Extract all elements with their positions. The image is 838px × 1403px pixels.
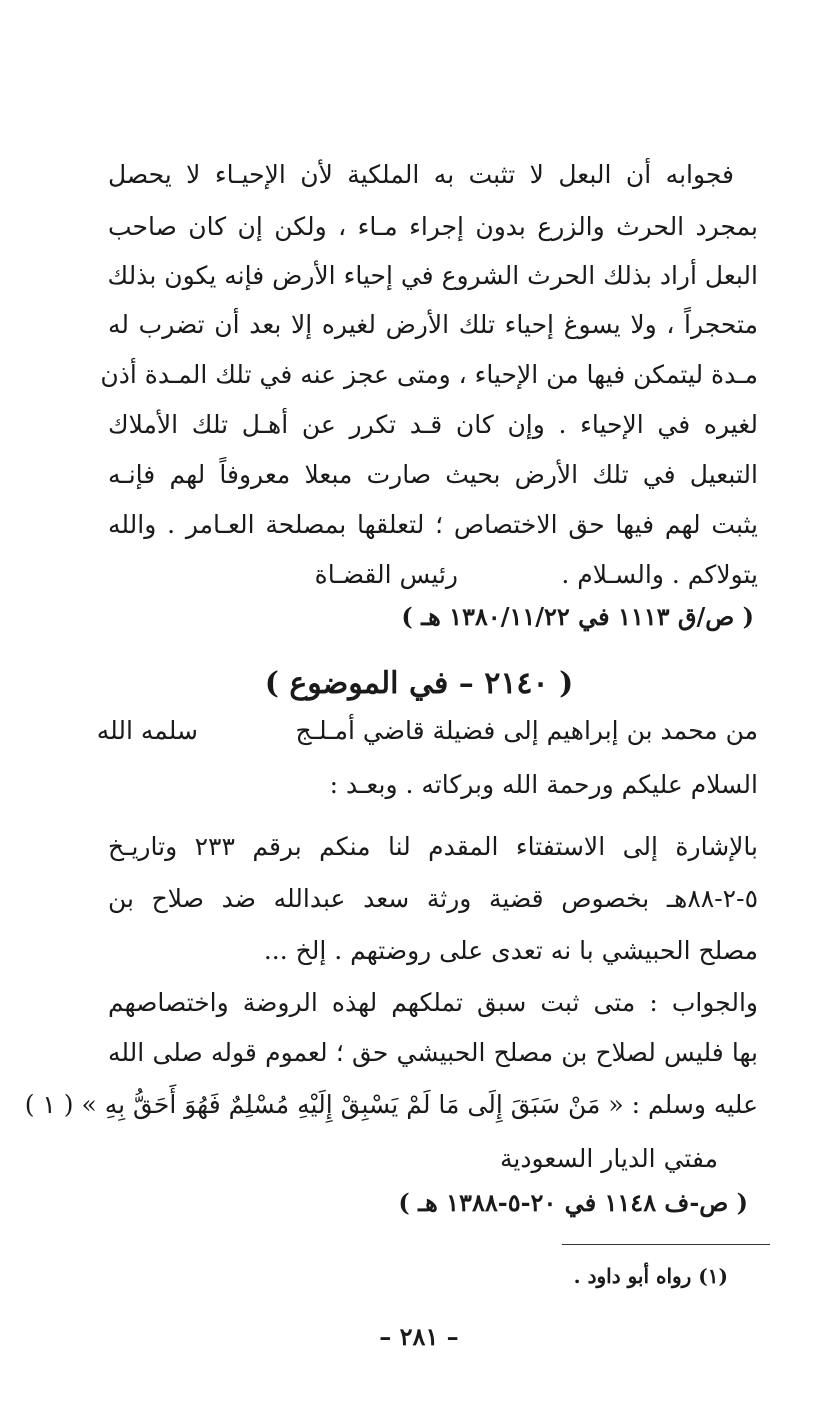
footnote-divider [562,1244,770,1245]
query-line: بالإشارة إلى الاستفتاء المقدم لنا منكم برقم ٢٣٣ وتاريـخ [108,832,758,861]
blessing-text: سلمه الله [96,716,198,745]
page-number: – ٢٨١ – [379,1322,459,1351]
section-heading: ( ٢١٤٠ – في الموضوع ) [264,666,574,701]
paragraph-line: لغيره في الإحياء . وإن كان قـد تكرر عن أهـل تلك الأملاك [108,410,758,439]
paragraph-line: التبعيل في تلك الأرض بحيث صارت مبعلا معروفاً لهم فإنـه [108,460,758,489]
paragraph-line: فجوابه أن البعل لا تثبت به الملكية لأن الإحيـاء لا يحصل [108,160,734,189]
paragraph-line: بمجرد الحرث والزرع بدون إجراء مـاء ، ولكن إن كان صاحب [108,212,758,241]
closing-text: يتولاكم . والسـلام . [561,560,758,589]
paragraph-line: يثبت لهم فيها حق الاختصاص ؛ لتعلقها بمصلحة العـامر . والله [108,510,758,539]
sender-line: من محمد بن إبراهيم إلى فضيلة قاضي أمـلـج [295,716,758,745]
signature-mufti: مفتي الديار السعودية [500,1144,718,1173]
query-line: ٥-٢-٨٨هـ بخصوص قضية ورثة سعد عبدالله ضد صلاح بن [108,884,758,913]
reference-number: ( ص-ف ١١٤٨ في ٢٠-٥-١٣٨٨ هـ ) [398,1188,748,1217]
reference-number: ( ص/ق ١١١٣ في ١٣٨٠/١١/٢٢ هـ ) [401,602,754,631]
answer-line: عليه وسلم : « مَنْ سَبَقَ إِلَى مَا لَمْ يَسْبِقْ إِلَيْهِ مُسْلِمٌ فَهُوَ أَحَقُّ بِهِ » ( ١ ) [24,1090,758,1119]
query-line: مصلح الحبيشي با نه تعدى على روضتهم . إلخ ... [263,936,758,965]
footnote: (١) رواه أبو داود . [573,1264,728,1288]
answer-line: بها فليس لصلاح بن مصلح الحبيشي حق ؛ لعموم قوله صلى الله [108,1038,758,1067]
greeting-line: السلام عليكم ورحمة الله وبركاته . وبعـد : [329,770,758,799]
paragraph-line: البعل أراد بذلك الحرث الشروع في إحياء الأرض فإنه يكون بذلك [107,261,758,290]
answer-line: والجواب : متى ثبت سبق تملكهم لهذه الروضة واختصاصهم [108,988,758,1017]
paragraph-line: مـدة ليتمكن فيها من الإحياء ، ومتى عجز عنه في تلك المـدة أذن [100,360,758,389]
signature-chief-judge: رئيس القضـاة [314,560,458,589]
paragraph-line: متحجراً ، ولا يسوغ إحياء تلك الأرض لغيره إلا بعد أن تضرب له [108,310,758,339]
